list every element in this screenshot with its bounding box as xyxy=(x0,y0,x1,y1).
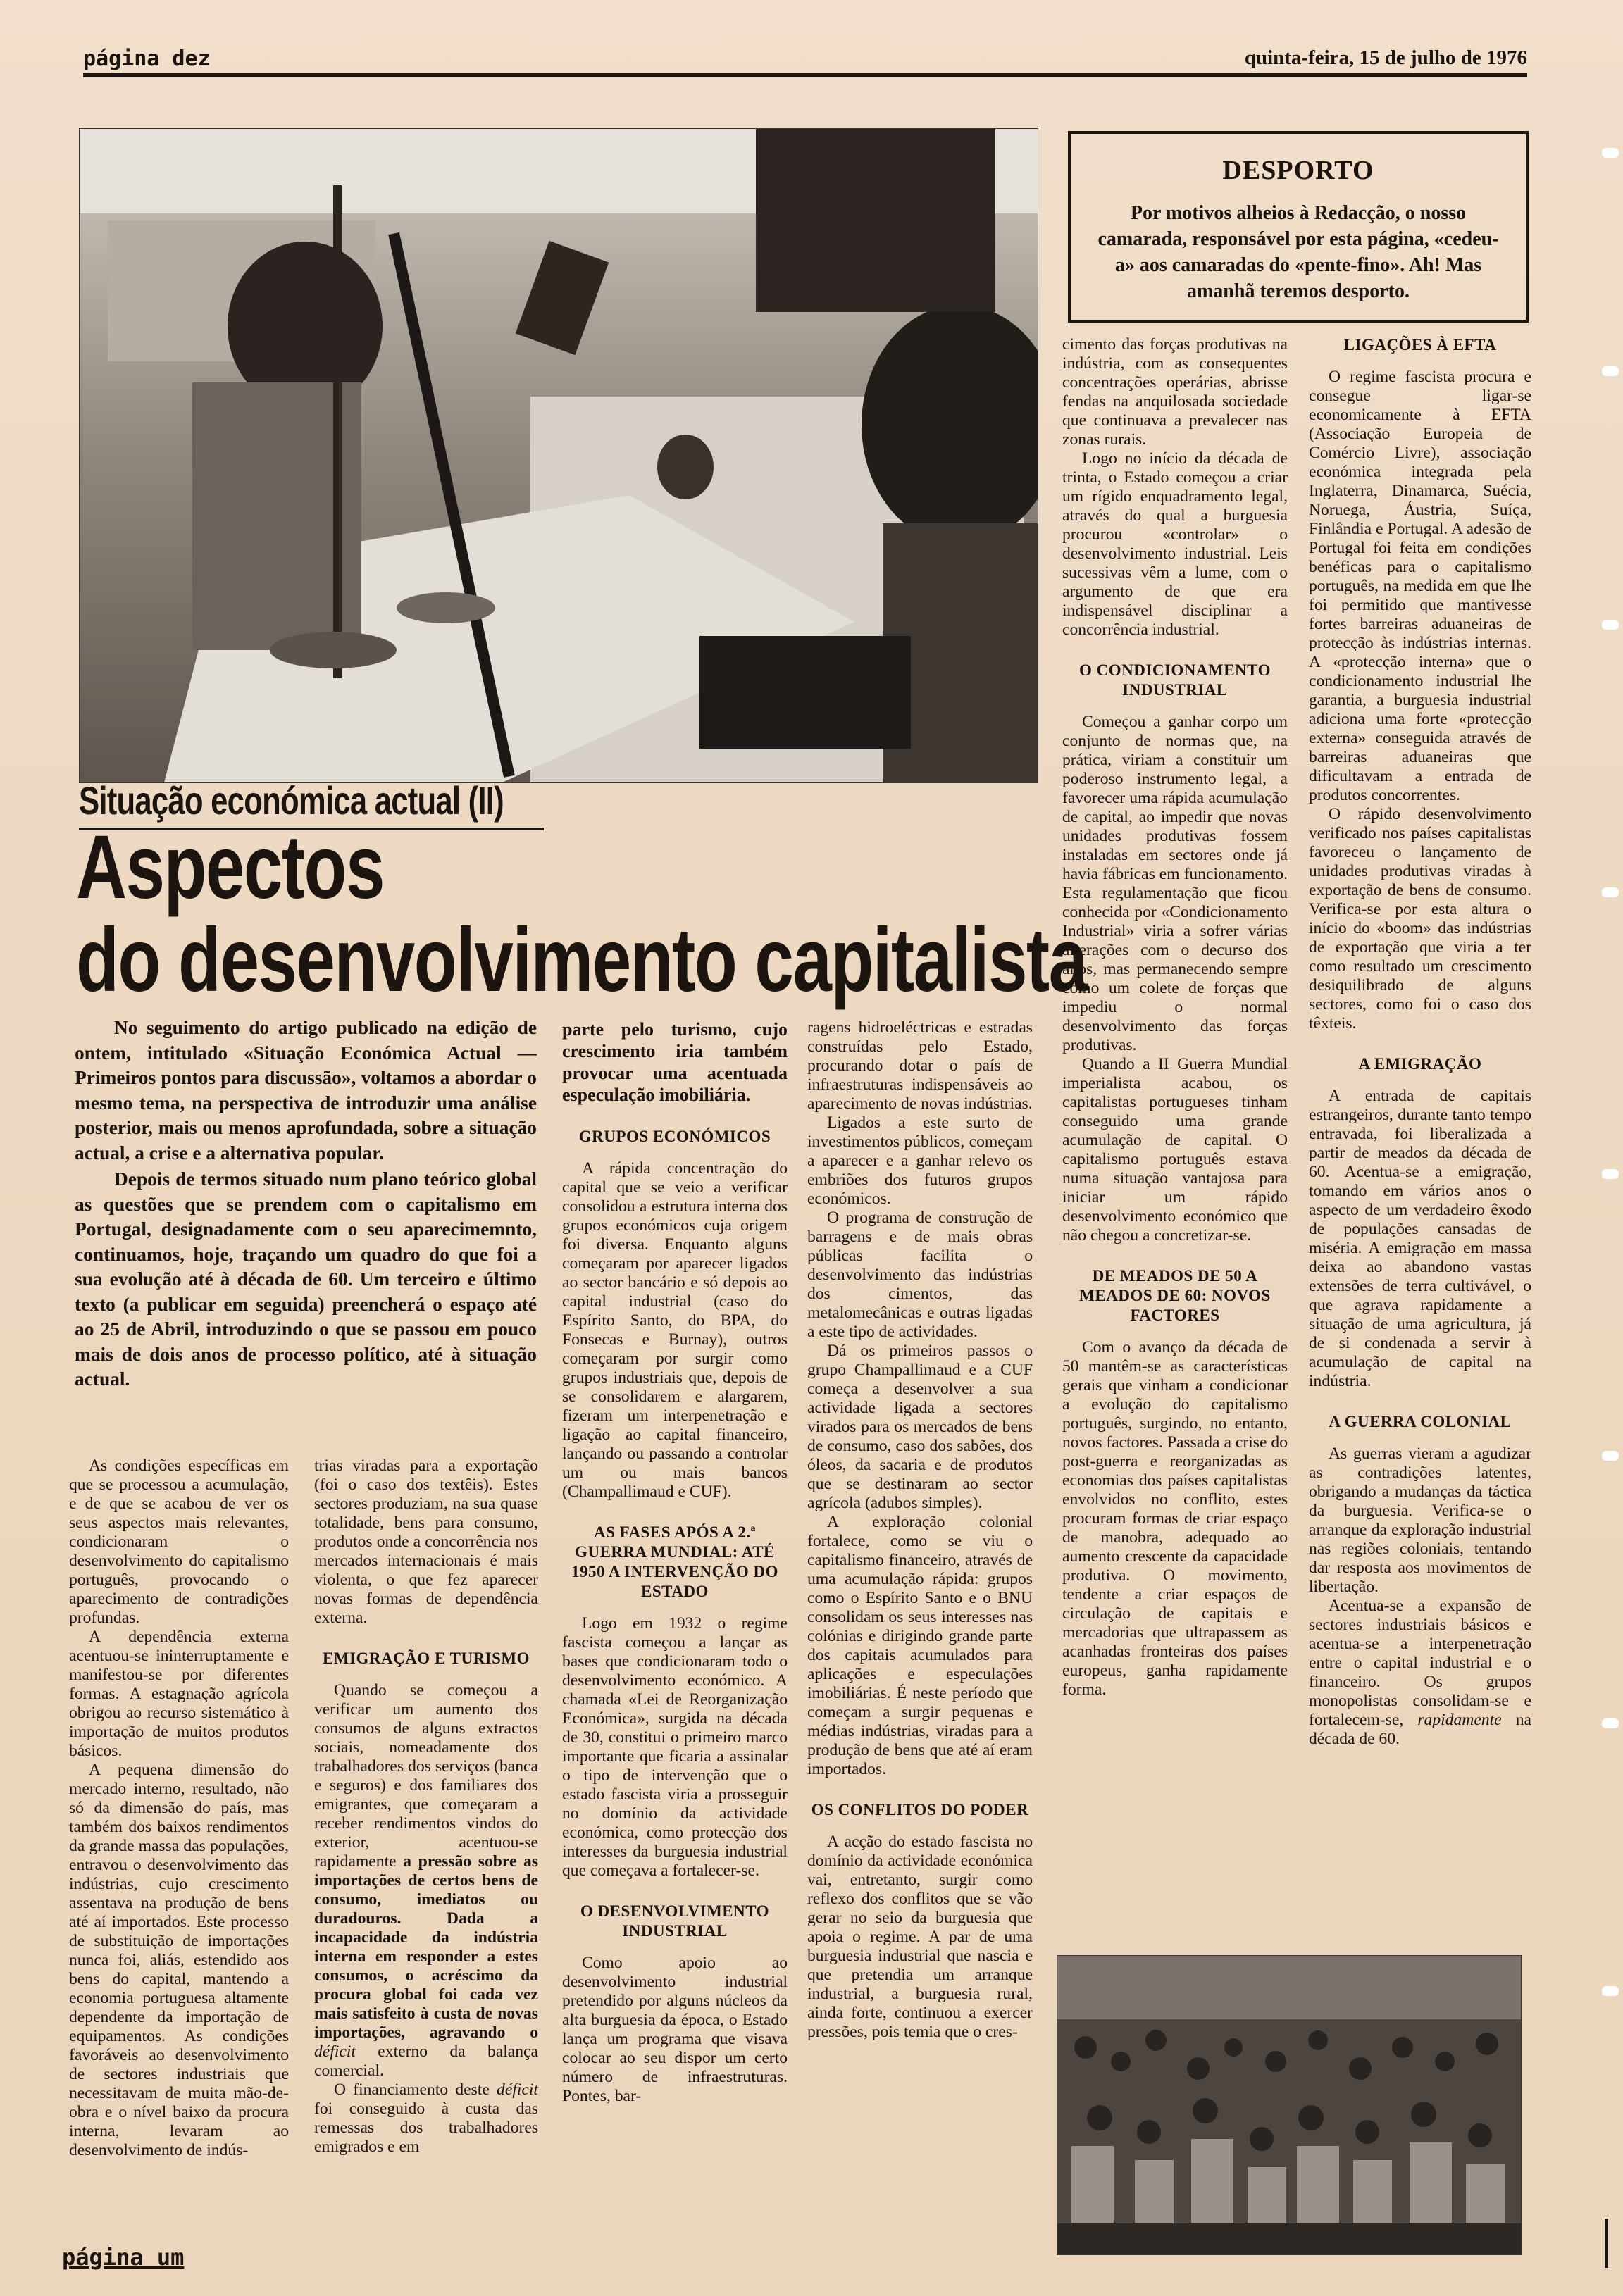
desporto-title: DESPORTO xyxy=(1222,156,1374,185)
text-run: Acentua-se a expansão de sectores industriais básicos e acentua-se a interpenetração entre o capital industrial e o financeiro. Os grupos monopolistas consolidam-se e fortalecem-se, xyxy=(1309,1597,1531,1729)
body-paragraph: A acção do estado fascista no domínio da actividade económica vai, entretanto, surgir como reflexo dos conflitos que se vão gerar no seio da burguesia que apoia o regime. A par de uma burguesia industrial que nascia e que pretendia um arranque industrial, a burguesia rural, ainda forte, continuou a exercer pressões, pois temia que o cres- xyxy=(807,1833,1033,2041)
body-paragraph: O rápido desenvolvimento verificado nos países capitalistas favoreceu o lançamento de unidades produtivas viradas à exportação de bens de consumo. Verifica-se por esta altura o início do «boom» das indústrias de exportação que viria a ter como resultado um crescimento desiquilibrado de alguns sectores, como foi o caso dos têxteis. xyxy=(1309,805,1531,1032)
section-heading-conflitos-poder: OS CONFLITOS DO PODER xyxy=(811,1801,1029,1818)
body-paragraph: A pequena dimensão do mercado interno, resultado, não só da dimensão do país, mas também dos baixos rendimentos da grande massa das populações, entravou o desenvolvimento das indústrias, cujo crescimento assentava na produção de bens até aí importados. Este processo de substituição de importações nunca foi, aliás, estendido aos bens do capital, mantendo a economia portuguesa altamente dependente da importação de equipamentos. As condições favoráveis ao desenvolvimento de sectores industriais que necessitavam de muita mão-de-obra e o nível baixo da procura interna, levaram ao desenvolvimento de indús- xyxy=(69,1761,289,2159)
desporto-text: Por motivos alheios à Redacção, o nosso camarada, responsável por esta página, «cedeu-a» aos camaradas do «pente-fino». Ah! Mas amanhã teremos desporto. xyxy=(1097,202,1499,302)
body-paragraph: Com o avanço da década de 50 mantêm-se as características gerais que vinham a condicionar a evolução do capitalismo português, surgindo, no entanto, novos factores. Passada a crise do post-guerra e reorganizadas as economias dos países capitalistas envolvidos no conflito, estes procuram formas de criar espaço de manobra, adequado ao aumento crescente da capacidade produtiva. O movimento, tendente a criar espaços de circulação de capitais e mercadorias que ultrapassem as acanhadas fronteiras dos países europeus, ganha rapidamente forma. xyxy=(1062,1338,1288,1699)
text-run: O financiamento deste xyxy=(334,2080,497,2099)
footer-page-label: página um xyxy=(62,2244,185,2271)
page-number-label: página dez xyxy=(83,46,211,71)
lead-continuation: parte pelo turismo, cujo crescimento iria também provocar uma acentuada especulação imobiliária. xyxy=(562,1019,788,1105)
body-paragraph xyxy=(314,2080,538,2157)
header-rule xyxy=(83,73,1527,77)
italic-text-run: rapidamente xyxy=(1417,1711,1502,1729)
article-headline-line2: do desenvolvimento capitalista xyxy=(76,910,1087,1011)
issue-date: quinta-feira, 15 de julho de 1976 xyxy=(1244,46,1527,69)
factory-photo xyxy=(79,128,1038,783)
text-run: na década de 60. xyxy=(1309,1711,1532,1748)
article-column-4 xyxy=(807,1018,1033,2042)
body-paragraph: Começou a ganhar corpo um conjunto de normas que, na prática, viriam a constituir um poderoso instrumento legal, a favorecer uma rápida acumulação de capital, ao impedir que novas unidades produtivas fossem instaladas em sectores onde já havia fábricas em funcionamento. Esta regulamentação que ficou conhecida por «Condicionamento Industrial» viria a sofrer várias alterações com o decurso dos anos, mas permanecendo sempre como um colete de forças que impediu o normal desenvolvimento das forças produtivas. xyxy=(1062,713,1288,1054)
page-header xyxy=(83,42,1527,76)
body-paragraph: Dá os primeiros passos o grupo Champallimaud e a CUF começa a desenvolver a sua actividade ligada a sectores virados para os mercados de bens de consumo, caso dos sabões, dos óleos, da sacaria e de produtos que se destinaram ao sector agrícola (adubos simples). xyxy=(807,1342,1033,1512)
body-paragraph: As guerras vieram a agudizar as contradições latentes, obrigando a mudanças da táctica da burguesia. Verifica-se o arranque da exploração industrial nas regiões coloniais, tentando dar resposta aos movimentos de libertação. xyxy=(1309,1445,1531,1596)
italic-text-run: déficit xyxy=(497,2080,538,2099)
lead-paragraph: Depois de termos situado num plano teórico global as questões que se prendem com o capitalismo em Portugal, designadamente com o seu aparecimemnto, continuamos, hoje, traçando um quadro do que foi a sua evolução até à década de 60. Um terceiro e último texto (a publicar em seguida) preencherá o espaço até ao 25 de Abril, introduzindo o que se passou em pouco mais de dois anos de processo político, até à situação actual. xyxy=(75,1168,537,1390)
article-kicker: Situação económica actual (II) xyxy=(79,778,504,823)
body-paragraph: A entrada de capitais estrangeiros, durante tanto tempo entravada, foi liberalizada a partir de meados da década de 60. Acentua-se a emigração, tomando em vários anos o aspecto de um verdadeiro êxodo de populações cansadas de miséria. A emigração em massa deixa ao abandono vastas extensões de terra cultivável, o que agrava rapidamente a situação de uma agricultura, já de si condenada a servir à acumulação de capital na indústria. xyxy=(1309,1087,1531,1390)
body-paragraph: As condições específicas em que se processou a acumulação, e de que se acabou de ver os seus aspectos mais relevantes, condicionaram o desenvolvimento do capitalismo português, provocando o aparecimento de contradições profundas. xyxy=(69,1456,289,1627)
body-paragraph: A exploração colonial fortalece, como se viu o capitalismo financeiro, através de uma acumulação rápida: grupos como o Espírito Santo e o BNU consolidam os seus interesses nas colónias e dirigindo grande parte dos capitais acumulados para aplicações e especulações imobiliárias. É neste período que começam a surgir pequenas e médias indústrias, viradas para a produção de bens que até aí eram importados. xyxy=(807,1513,1033,1778)
lead-paragraph: No seguimento do artigo publicado na edição de ontem, intitulado «Situação Económica Actual — Primeiros pontos para discussão», voltamos a abordar o mesmo tema, na perspectiva de introduzir uma análise posterior, mais ou menos aprofundada, sobre a situação actual, a crise e a alternativa popular. xyxy=(75,1017,537,1163)
body-paragraph: Como apoio ao desenvolvimento industrial pretendido por alguns núcleos da alta burguesia da época, o Estado lança um programa que visava colocar ao seu dispor um certo número de infraestruturas. Pontes, bar- xyxy=(562,1954,788,2105)
body-paragraph: ragens hidroeléctricas e estradas construídas pelo Estado, procurando dotar o país de infraestruturas indispensáveis ao aparecimento de novas indústrias. xyxy=(807,1018,1033,1113)
article-headline-line1: Aspectos xyxy=(76,817,384,918)
body-paragraph xyxy=(1309,1597,1531,1749)
section-heading-grupos-economicos: GRUPOS ECONÓMICOS xyxy=(578,1128,771,1145)
article-column-6 xyxy=(1309,335,1531,1749)
section-heading-guerra-colonial: A GUERRA COLONIAL xyxy=(1329,1413,1512,1430)
body-paragraph xyxy=(314,1681,538,2080)
article-column-1 xyxy=(69,1456,289,2160)
section-heading-ligacoes-efta: LIGAÇÕES À EFTA xyxy=(1343,336,1497,354)
body-paragraph: O regime fascista procura e consegue ligar-se economicamente à EFTA (Associação Europeia de Comércio Livre), associação económica integrada pela Inglaterra, Dinamarca, Suécia, Noruega, Áustria, Suíça, Finlândia e Portugal. A adesão de Portugal foi feita em condições benéficas para o capitalismo português, na medida em que lhe foi permitido que mantivesse fortes barreiras aduaneiras de protecção às indústrias internas. A «protecção interna» que o condicionamento industrial lhe garantia, a burguesia industrial adiciona uma forte «protecção externa» conseguida através de barreiras aduaneiras que dificultavam a entrada de produtos concorrentes. xyxy=(1309,368,1531,804)
section-heading-condicionamento-industrial: O CONDICIONAMENTO INDUSTRIAL xyxy=(1079,661,1271,699)
body-paragraph: A dependência externa acentuou-se ininterruptamente e manifestou-se por diferentes formas. A estagnação agrícola obrigou ao recurso sistemático à importação de muitos produtos básicos. xyxy=(69,1628,289,1760)
section-heading-meados-50-60: DE MEADOS DE 50 A MEADOS DE 60: NOVOS FACTORES xyxy=(1079,1267,1271,1324)
text-run: Quando se começou a verificar um aumento dos consumos de alguns extractos sociais, nomeadamente dos trabalhadores dos serviços (banca e seguros) e dos familiares dos emigrantes, que começaram a receber rendimentos vindos do exterior, acentuou-se rapidamente xyxy=(314,1681,538,1871)
body-paragraph: Logo no início da década de trinta, o Estado começou a criar um rígido enquadramento legal, através do qual a burguesia procurou «controlar» o desenvolvimento industrial. Leis sucessivas vêm a lume, com o argumento de que era indispensável disciplinar a concorrência industrial. xyxy=(1062,449,1288,639)
section-heading-emigracao: A EMIGRAÇÃO xyxy=(1358,1055,1482,1073)
body-paragraph: A rápida concentração do capital que se veio a verificar consolidou a estrutura interna dos grupos económicos cuja origem foi diversa. Enquanto alguns começaram por aparecer ligados ao sector bancário e só depois ao capital industrial (caso do Espírito Santo, do BPA, do Fonsecas e Burnay), outros começaram por surgir como grupos industriais que, depois de se consolidarem e alargarem, fizeram um interpenetração e ligação ao capital financeiro, lançando ou passando a controlar um ou mais bancos (Champallimaud e CUF). xyxy=(562,1159,788,1501)
article-column-5 xyxy=(1062,335,1288,1699)
desporto-notice-box xyxy=(1068,131,1529,323)
article-column-3 xyxy=(562,1018,788,2106)
section-heading-desenvolvimento-industrial: O DESENVOLVIMENTO INDUSTRIAL xyxy=(580,1902,770,1940)
crowd-photo xyxy=(1057,1955,1522,2255)
section-heading-emigracao-turismo: EMIGRAÇÃO E TURISMO xyxy=(322,1649,530,1667)
body-paragraph: trias viradas para a exportação (foi o caso dos textêis). Estes sectores produziam, na sua quase totalidade, bens para consumo, produtos onde a concorrência nos mercados internacionais é mais violenta, o que fez aparecer novas formas de dependência externa. xyxy=(314,1456,538,1627)
body-paragraph: cimento das forças produtivas na indústria, com as consequentes concentrações operárias, abrisse fendas na anquilosada sociedade que continuava a prevalecer nas zonas rurais. xyxy=(1062,335,1288,449)
text-run: foi conseguido à custa das remessas dos trabalhadores emigrados e em xyxy=(314,2100,538,2156)
body-paragraph: Logo em 1932 o regime fascista começou a lançar as bases que condicionaram todo o desenvolvimento económico. A chamada «Lei de Reorganização Económica», surgida na década de 30, constitui o primeiro marco importante que ficaria a assinalar o tipo de intervenção que o estado fascista viria a prosseguir no domínio da actividade económica, como protecção dos interesses da burguesia industrial que começava a fortalecer-se. xyxy=(562,1614,788,1880)
article-column-2 xyxy=(314,1456,538,2157)
binder-holes xyxy=(1588,0,1623,2296)
body-paragraph: Quando a II Guerra Mundial imperialista acabou, os capitalistas portugueses tinham conseguido uma grande acumulação de capital. O capitalismo português estava numa situação vantajosa para iniciar um rápido desenvolvimento económico que não chegou a concretizar-se. xyxy=(1062,1055,1288,1244)
italic-text-run: déficit xyxy=(314,2042,356,2061)
section-heading-fases-apos-guerra: AS FASES APÓS A 2.ª GUERRA MUNDIAL: ATÉ 1950 A INTERVENÇÃO DO ESTADO xyxy=(571,1523,779,1600)
body-paragraph: Ligados a este surto de investimentos públicos, começam a aparecer e a ganhar relevo os embriões dos futuros grupos económicos. xyxy=(807,1113,1033,1208)
bold-text-run: a pressão sobre as importações de certos bens de consumo, imediatos ou duradouros. Dada a incapacidade da indústria interna em responder a estes consumos, o acréscimo da procura global foi cada vez mais satisfeito à custa de novas importações, agravando o xyxy=(314,1852,538,2042)
text-run: externo da balança comercial. xyxy=(314,2042,538,2080)
body-paragraph: O programa de construção de barragens e de mais obras públicas facilita o desenvolvimento das indústrias dos cimentos, das metalomecânicas e outras ligadas a este tipo de actividades. xyxy=(807,1209,1033,1341)
article-lead xyxy=(75,1016,537,1392)
